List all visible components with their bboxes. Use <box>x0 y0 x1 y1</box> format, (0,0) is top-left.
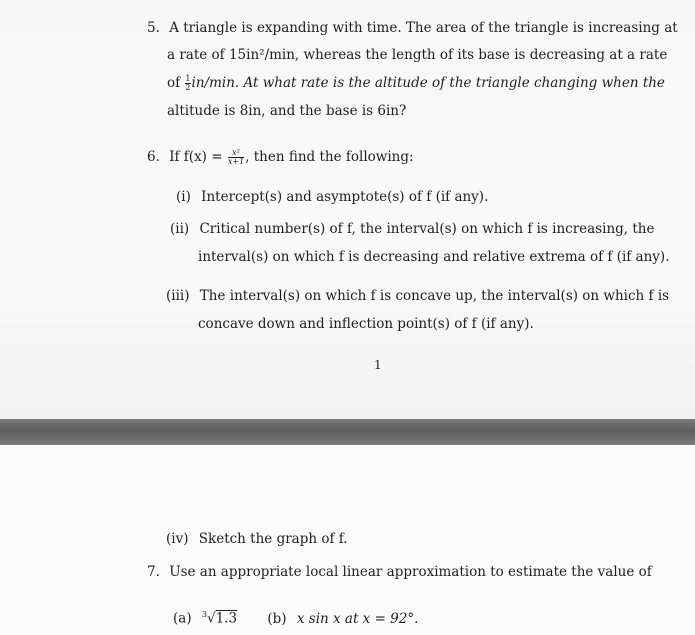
q5-line-1-text: A triangle is expanding with time. The area of the triangle is increasing at <box>169 20 678 36</box>
q6-intro-post: , then find the following: <box>245 149 414 165</box>
q6-part-i-text: Intercept(s) and asymptote(s) of f (if any). <box>201 189 489 205</box>
q6-part-ii-label: (ii) <box>170 221 190 237</box>
q6-intro <box>147 148 414 166</box>
q6-part-ii-line-2: interval(s) on which f is decreasing and relative extrema of f (if any). <box>198 249 670 265</box>
q7-text: Use an appropriate local linear approximation to estimate the value of <box>169 564 652 580</box>
q6-part-iii-line-1 <box>166 287 669 305</box>
q5-line-1 <box>147 19 678 37</box>
q6-part-iv-label: (iv) <box>166 531 189 547</box>
q6-part-i <box>176 188 488 206</box>
q6-part-ii-line-1 <box>170 220 655 238</box>
q6-intro-pre: If f(x) = <box>169 149 223 165</box>
q6-part-iii-line-2: concave down and inflection point(s) of f (if any). <box>198 316 534 332</box>
q6-function-fraction <box>228 149 244 166</box>
q5-line-3-post: in/min. At what rate is the altitude of the triangle changing when the <box>191 75 665 91</box>
q6-part-iii-text-1: The interval(s) on which f is concave up, the interval(s) on which f is <box>199 288 670 304</box>
page-divider-bar <box>0 419 695 445</box>
q7-part-a-cube-root <box>202 606 237 628</box>
q7-part-a-label: (a) <box>173 610 192 627</box>
q6-part-iii-label: (iii) <box>166 288 190 304</box>
q5-fraction-numerator: 1 <box>185 74 191 83</box>
q6-fraction-denominator: x+1 <box>227 157 245 166</box>
q5-fraction-denominator: 2 <box>185 83 191 92</box>
q7-parts <box>173 606 418 628</box>
q6-number: 6. <box>147 149 160 165</box>
q7-part-a-radicand: 1.3 <box>215 610 238 627</box>
q5-line-3 <box>167 74 665 92</box>
q7-number: 7. <box>147 564 160 580</box>
q6-fraction-numerator: x² <box>232 148 240 157</box>
radical-sign-icon: √ <box>206 610 216 627</box>
q5-number: 5. <box>147 20 160 36</box>
q6-part-iv <box>166 530 348 548</box>
q6-part-ii-text-1: Critical number(s) of f, the interval(s) on which f is increasing, the <box>199 221 655 237</box>
q6-part-i-label: (i) <box>176 189 191 205</box>
q7-part-a-root-index: 3 <box>201 610 207 619</box>
q7-part-b-label: (b) <box>267 610 287 627</box>
q5-fraction-one-half <box>185 75 190 92</box>
q7-part-b-text: x sin x at x = 92°. <box>296 610 419 627</box>
q5-line-4: altitude is 8in, and the base is 6in? <box>167 103 407 119</box>
q5-line-3-pre: of <box>167 75 181 91</box>
q5-line-2: a rate of 15in²/min, whereas the length of its base is decreasing at a rate <box>167 47 668 63</box>
q7-intro <box>147 563 652 581</box>
page-number: 1 <box>374 358 382 372</box>
q6-part-iv-text: Sketch the graph of f. <box>198 531 348 547</box>
